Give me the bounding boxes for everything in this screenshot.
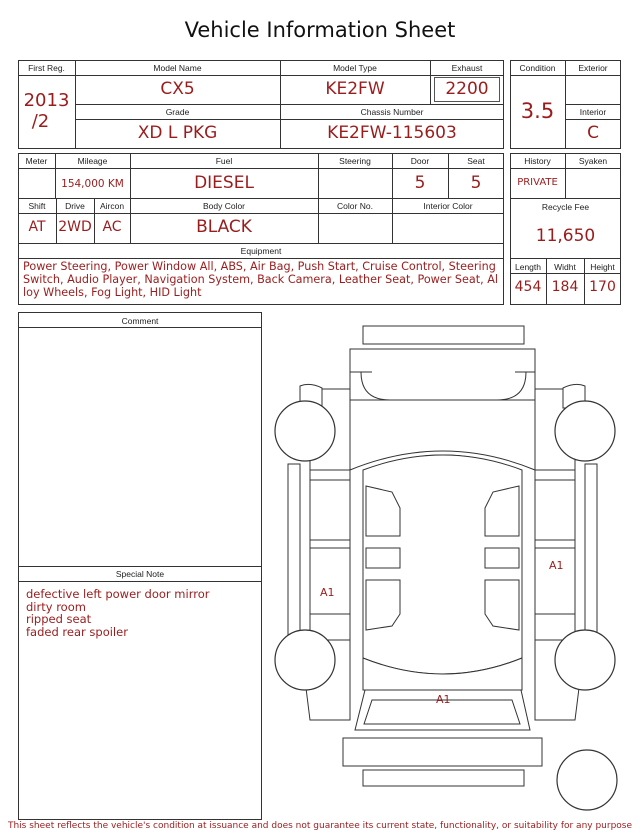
damage-mark: A1 <box>320 586 335 599</box>
damage-mark: A1 <box>549 559 564 572</box>
body-color-value: BLACK <box>196 217 252 237</box>
chassis-value: KE2FW-115603 <box>327 123 457 143</box>
recycle-fee-value: 11,650 <box>535 226 596 246</box>
drive-label: Drive <box>65 201 85 211</box>
damage-mark: A1 <box>436 693 451 706</box>
recycle-fee-label: Recycle Fee <box>541 202 590 212</box>
shift-value: AT <box>28 219 46 235</box>
model-type-label: Model Type <box>333 63 377 73</box>
fuel-label: Fuel <box>215 156 233 166</box>
grade-value: XD L PKG <box>137 123 218 143</box>
steering-label: Steering <box>339 156 371 166</box>
syaken-label: Syaken <box>578 156 608 166</box>
special-note-item: defective left power door mirror <box>26 587 210 601</box>
page-title: Vehicle Information Sheet <box>184 18 456 42</box>
disclaimer: This sheet reflects the vehicle's condition at issuance and does not guarantee its current state, functionality, or suitability for any purpose <box>7 821 633 831</box>
width-label: Widht <box>554 262 576 272</box>
equipment-value: Power Steering, Power Window All, ABS, Air Bag, Push Start, Cruise Control, Steering Switch, Audio Player, Navigation System, Back Camera, Leather Seat, Power Seat, Alloy Wheels, Fog Light, HID Light <box>23 260 498 299</box>
height-value: 170 <box>589 279 616 295</box>
body-color-label: Body Color <box>202 201 246 211</box>
first-reg-year: 2013 <box>23 90 70 111</box>
width-value: 184 <box>551 279 579 295</box>
equipment-label: Equipment <box>240 246 282 256</box>
interior-value: C <box>587 123 599 143</box>
first-reg-month: /2 <box>31 111 50 132</box>
exterior-label: Exterior <box>578 63 608 73</box>
length-label: Length <box>515 262 541 272</box>
special-note-item: ripped seat <box>26 612 92 626</box>
mileage-label: Mileage <box>77 156 108 166</box>
car-damage-diagram <box>262 318 632 818</box>
model-name-value: CX5 <box>160 79 195 99</box>
height-label: Height <box>590 262 615 272</box>
drive-value: 2WD <box>58 219 92 235</box>
seat-value: 5 <box>470 173 482 193</box>
special-notes-list <box>26 588 258 638</box>
history-label: History <box>524 156 551 166</box>
special-note-item: dirty room <box>26 599 86 614</box>
model-type-value: KE2FW <box>325 79 385 99</box>
exhaust-value: 2200 <box>445 79 489 99</box>
special-note-label: Special Note <box>115 569 165 579</box>
grade-label: Grade <box>165 107 190 117</box>
chassis-label: Chassis Number <box>360 107 424 117</box>
interior-color-label: Interior Color <box>423 201 473 211</box>
meter-label: Meter <box>25 156 48 166</box>
seat-label: Seat <box>467 156 485 166</box>
comment-label: Comment <box>121 316 159 326</box>
exhaust-label: Exhaust <box>451 63 483 73</box>
history-value: PRIVATE <box>517 177 558 188</box>
interior-label: Interior <box>579 107 607 117</box>
first-reg-label: First Reg. <box>28 63 65 73</box>
condition-label: Condition <box>519 63 556 73</box>
model-name-label: Model Name <box>153 63 202 73</box>
length-value: 454 <box>514 279 542 295</box>
color-no-label: Color No. <box>337 201 373 211</box>
aircon-label: Aircon <box>99 201 125 211</box>
special-note-item: faded rear spoiler <box>26 624 128 639</box>
door-label: Door <box>410 156 430 166</box>
shift-label: Shift <box>28 201 46 211</box>
aircon-value: AC <box>102 219 122 235</box>
fuel-value: DIESEL <box>194 173 254 193</box>
mileage-value: 154,000 KM <box>61 178 124 190</box>
door-value: 5 <box>414 173 426 193</box>
condition-value: 3.5 <box>520 99 555 123</box>
